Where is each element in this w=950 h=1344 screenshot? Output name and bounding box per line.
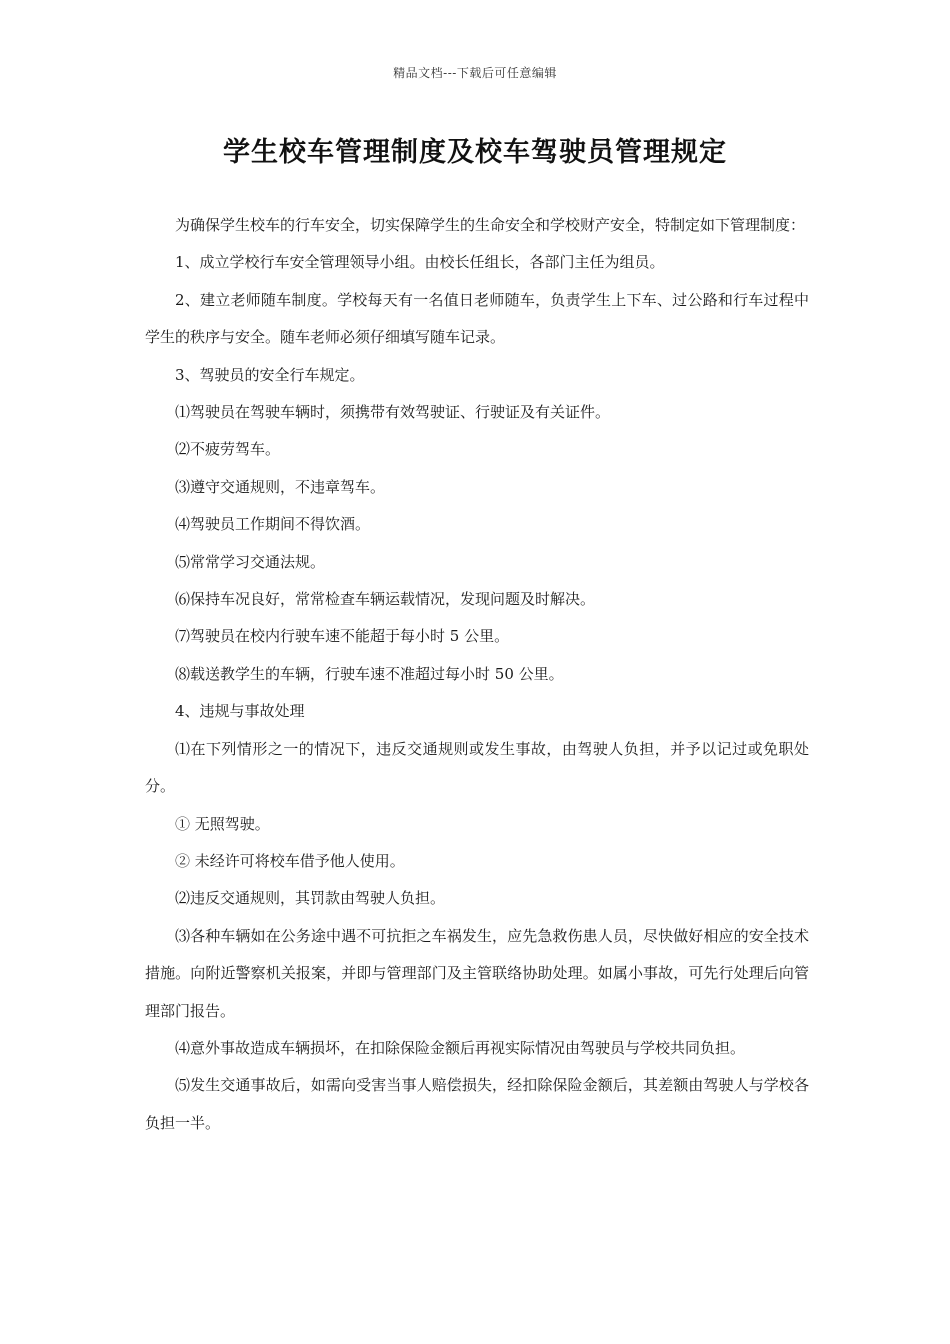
paragraph-rule-5: ⑸常常学习交通法规。 [175, 552, 326, 571]
paragraph-item-2: 2、建立老师随车制度。学校每天有一名值日老师随车，负责学生上下车、过公路和行车过程中学生的秩序与安全。随车老师必须仔细填写随车记录。 [145, 290, 809, 347]
paragraph-rule-3: ⑶遵守交通规则，不违章驾车。 [175, 477, 386, 496]
paragraph-violation-2: ⑵违反交通规则，其罚款由驾驶人负担。 [175, 889, 446, 908]
header-note: 精品文档---下载后可任意编辑 [393, 66, 557, 80]
paragraph-item-3: 3、驾驶员的安全行车规定。 [175, 365, 365, 384]
paragraph-rule-8: ⑻载送教学生的车辆，行驶车速不准超过每小时 50 公里。 [175, 664, 564, 683]
paragraph-item-4: 4、违规与事故处理 [175, 702, 305, 721]
paragraph-violation-1b: ② 未经许可将校车借予他人使用。 [175, 851, 405, 870]
paragraph-rule-1: ⑴驾驶员在驾驶车辆时，须携带有效驾驶证、行驶证及有关证件。 [175, 403, 611, 422]
document-title: 学生校车管理制度及校车驾驶员管理规定 [223, 137, 727, 168]
paragraph-item-1: 1、成立学校行车安全管理领导小组。由校长任组长，各部门主任为组员。 [175, 253, 665, 272]
paragraph-violation-5: ⑸发生交通事故后，如需向受害当事人赔偿损失，经扣除保险金额后，其差额由驾驶人与学校各负担一半。 [145, 1076, 809, 1132]
paragraph-rule-7: ⑺驾驶员在校内行驶车速不能超于每小时 5 公里。 [175, 627, 510, 646]
paragraph-intro: 为确保学生校车的行车安全，切实保障学生的生命安全和学校财产安全，特制定如下管理制度： [175, 216, 806, 234]
paragraph-violation-1a: ① 无照驾驶。 [175, 814, 270, 833]
paragraph-violation-1: ⑴在下列情形之一的情况下，违反交通规则或发生事故，由驾驶人负担，并予以记过或免职处分。 [145, 739, 809, 796]
paragraph-violation-3: ⑶各种车辆如在公务途中遇不可抗拒之车祸发生，应先急救伤患人员，尽快做好相应的安全技术措施。向附近警察机关报案，并即与管理部门及主管联络协助处理。如属小事故，可先行处理后向管理部门报告。 [145, 926, 809, 1020]
paragraph-rule-6: ⑹保持车况良好，常常检查车辆运载情况，发现问题及时解决。 [175, 590, 596, 609]
paragraph-rule-2: ⑵不疲劳驾车。 [175, 440, 281, 459]
paragraph-violation-4: ⑷意外事故造成车辆损坏，在扣除保险金额后再视实际情况由驾驶员与学校共同负担。 [175, 1038, 746, 1057]
document-body [145, 207, 809, 1142]
paragraph-rule-4: ⑷驾驶员工作期间不得饮酒。 [175, 515, 371, 534]
